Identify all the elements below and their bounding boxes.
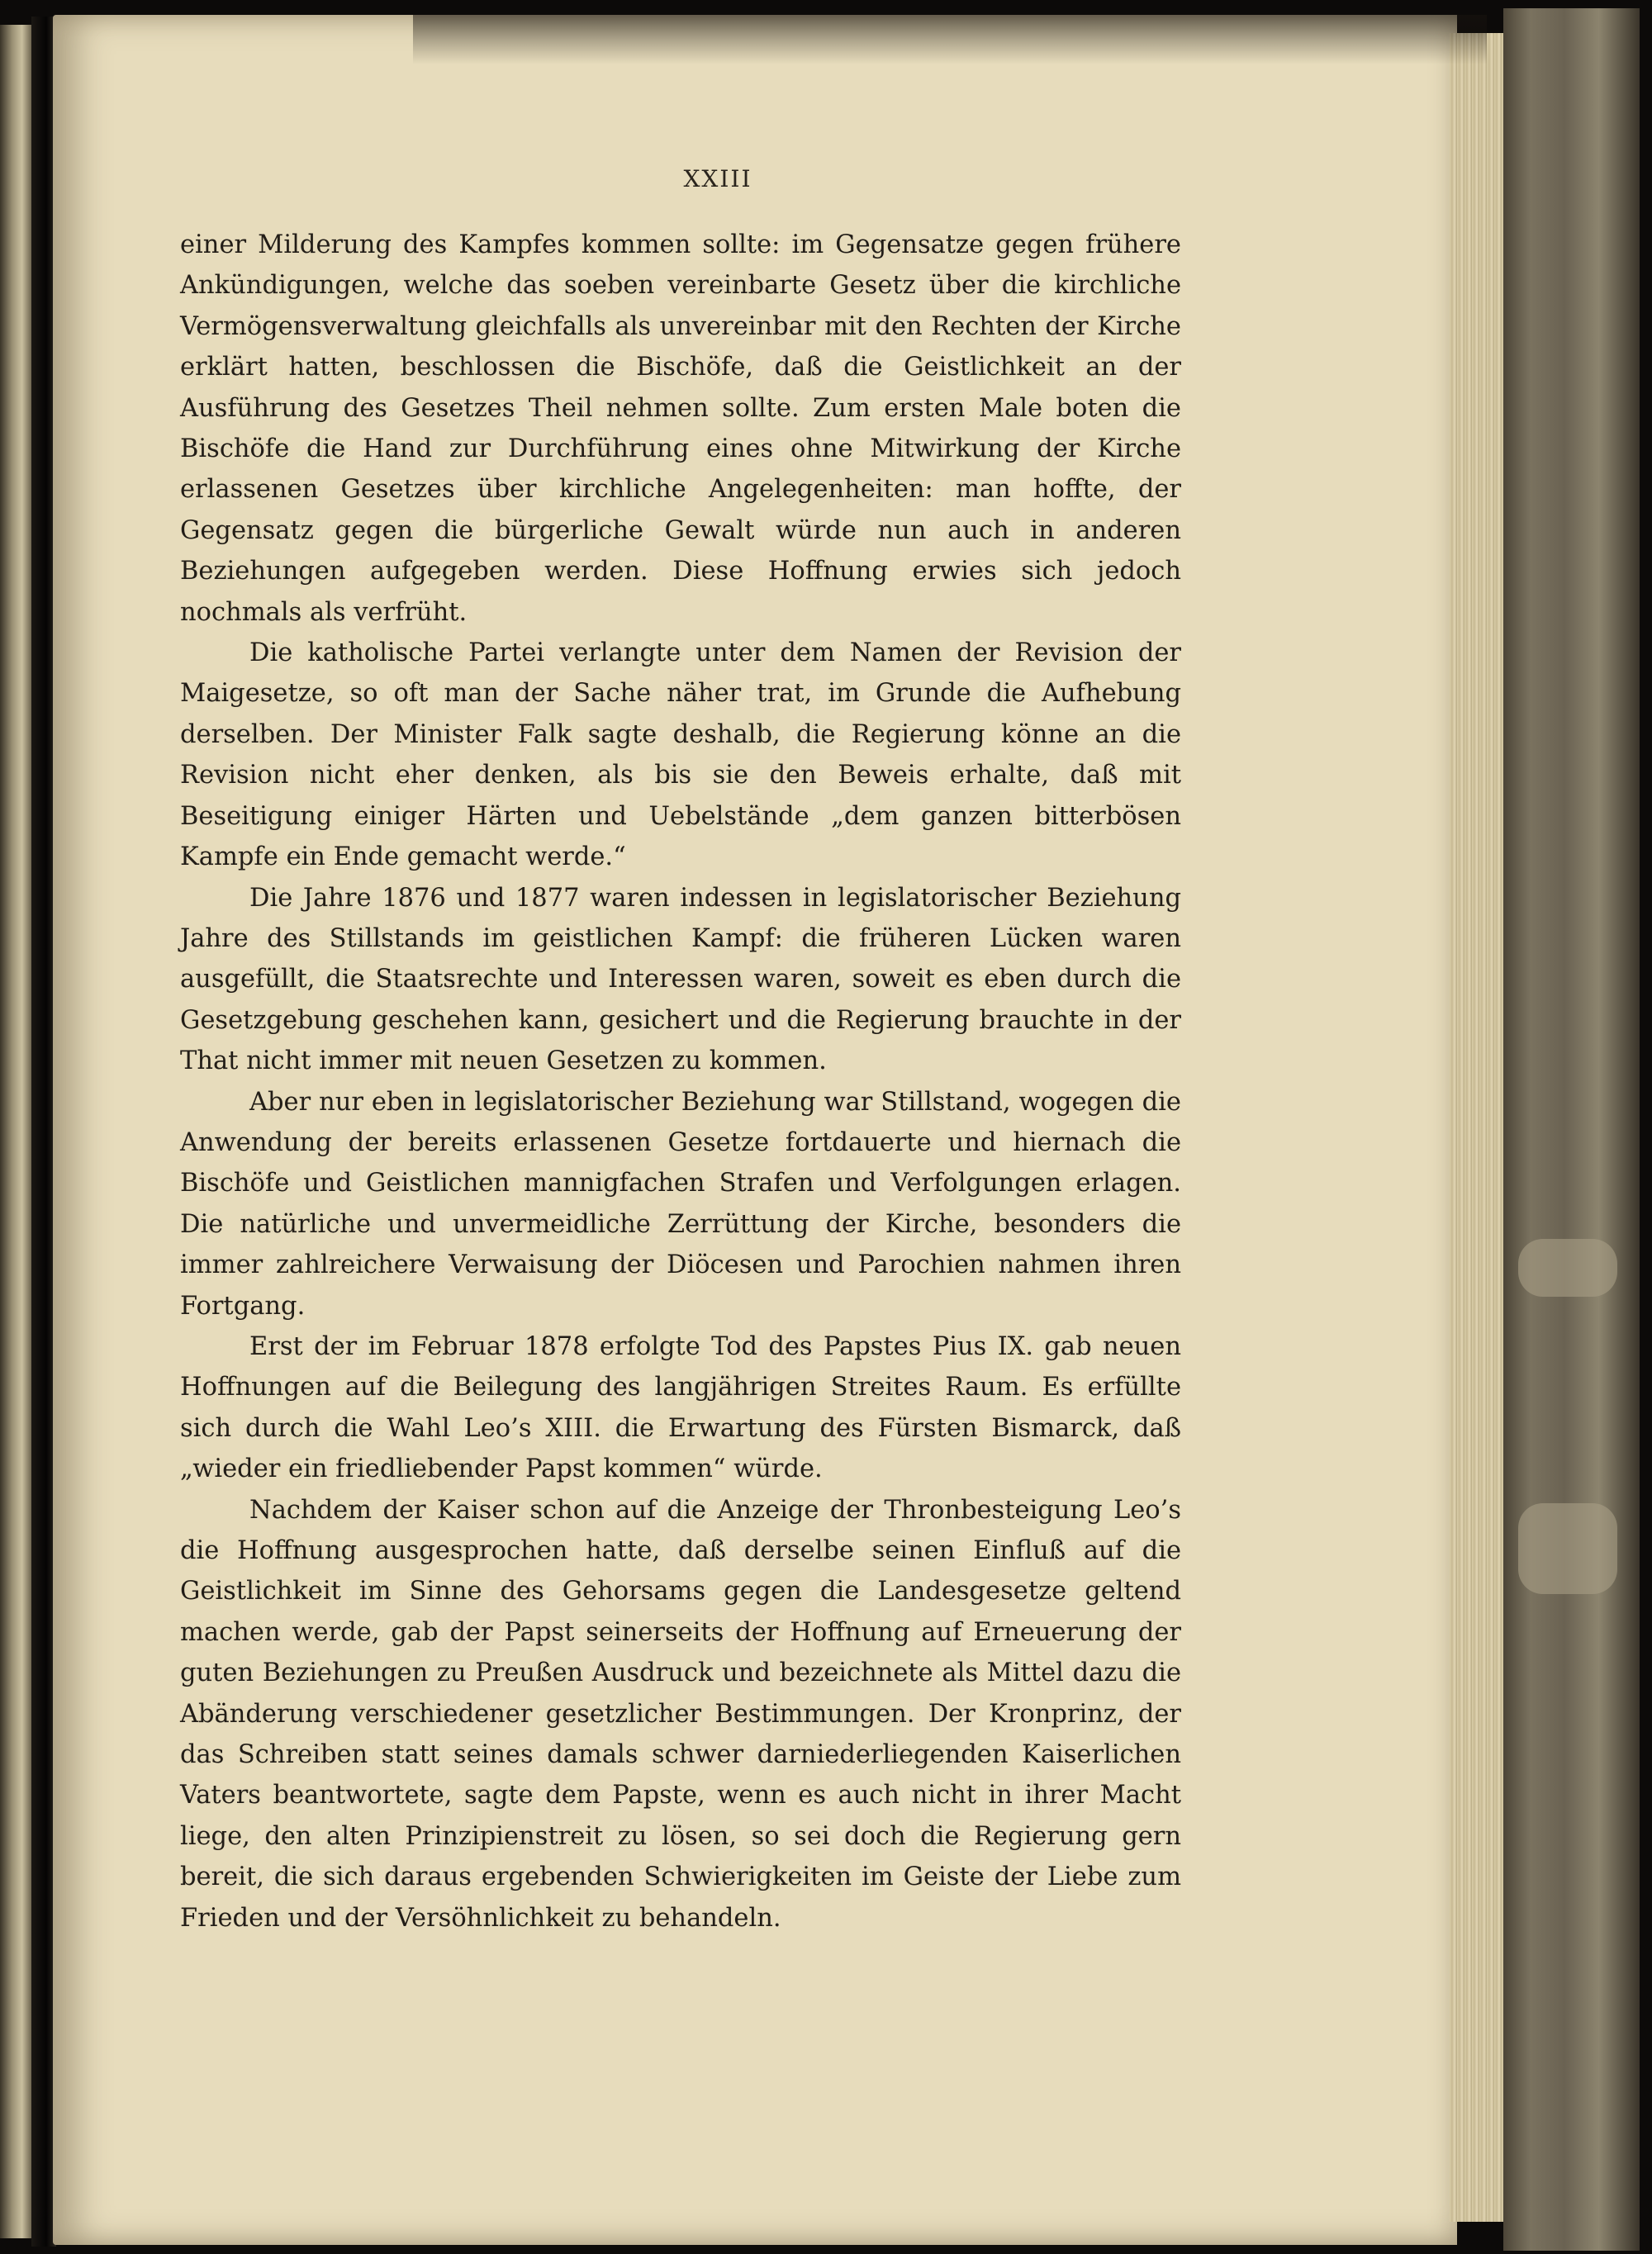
paragraph: einer Milderung des Kampfes kommen sollte: im Gegensatze gegen frühere Ankündigungen, welche das soeben vereinbarte Gesetz über die kirchliche Vermögensverwaltung gleichfalls als unvereinbar mit den Rechten der Kirche erklärt hatten, beschlossen die Bischöfe, daß die Geistlichkeit an der Ausführung des Gesetzes Theil nehmen sollte. Zum ersten Male boten die Bischöfe die Hand zur Durchführung eines ohne Mitwirkung der Kirche erlassenen Gesetzes über kirchliche Angelegenheiten: man hoffte, der Gegensatz gegen die bürgerliche Gewalt würde nun auch in anderen Beziehungen aufgegeben werden. Diese Hoffnung erwies sich jedoch nochmals als verfrüht. bbox=[180, 230, 1181, 627]
paragraph: Aber nur eben in legislatorischer Beziehung war Stillstand, wogegen die Anwendung der bereits erlassenen Gesetze fortdauerte und hiernach die Bischöfe und Geistlichen mannigfachen Strafen und Verfolgungen erlagen. Die natürliche und unvermeidliche Zerrüttung der Kirche, besonders die immer zahlreichere Verwaisung der Diöcesen und Parochien nahmen ihren Fortgang. bbox=[180, 1087, 1181, 1321]
left-page-edge bbox=[0, 25, 31, 2238]
page-top-shadow bbox=[413, 15, 1487, 64]
page-edges bbox=[1450, 33, 1507, 2222]
paragraph: Die Jahre 1876 und 1877 waren indessen in legislatorischer Beziehung Jahre des Stillstands im geistlichen Kampf: die früheren Lücken waren ausgefüllt, die Staatsrechte und Interessen waren, soweit es eben durch die Gesetzgebung geschehen kann, gesichert und die Regierung brauchte in der That nicht immer mit neuen Gesetzen zu kommen. bbox=[180, 883, 1181, 1076]
book-cover-edge bbox=[1503, 8, 1640, 2251]
body-text bbox=[180, 225, 1181, 1938]
cover-wear-mark bbox=[1518, 1503, 1617, 1594]
cover-wear-mark bbox=[1518, 1239, 1617, 1297]
paragraph: Erst der im Februar 1878 erfolgte Tod des Papstes Pius IX. gab neuen Hoffnungen auf die Beilegung des langjährigen Streites Raum. Es erfüllte sich durch die Wahl Leo’s XIII. die Erwartung des Fürsten Bismarck, daß „wieder ein friedliebender Papst kommen“ würde. bbox=[180, 1331, 1181, 1484]
paragraph: Nachdem der Kaiser schon auf die Anzeige der Thronbesteigung Leo’s die Hoffnung ausgesprochen hatte, daß derselbe seinen Einfluß auf die Geistlichkeit im Sinne des Gehorsams gegen die Landesgesetze geltend machen werde, gab der Papst seinerseits der Hoffnung auf Erneuerung der guten Beziehungen zu Preußen Ausdruck und bezeichnete als Mittel dazu die Abänderung verschiedener gesetzlicher Bestimmungen. Der Kronprinz, der das Schreiben statt seines damals schwer darniederliegenden Kaiserlichen Vaters beantwortete, sagte dem Papste, wenn es auch nicht in ihrer Macht liege, den alten Prinzipienstreit zu lösen, so sei doch die Regierung gern bereit, die sich daraus ergebenden Schwierigkeiten im Geiste der Liebe zum Frieden und der Versöhnlichkeit zu behandeln. bbox=[180, 1495, 1181, 1933]
paragraph: Die katholische Partei verlangte unter dem Namen der Revision der Maigesetze, so oft man der Sache näher trat, im Grunde die Aufhebung derselben. Der Minister Falk sagte deshalb, die Regierung könne an die Revision nicht eher denken, als bis sie den Beweis erhalte, daß mit Beseitigung einiger Härten und Uebelstände „dem ganzen bitterbösen Kampfe ein Ende gemacht werde.“ bbox=[180, 638, 1181, 872]
page-number: XXIII bbox=[683, 165, 752, 192]
